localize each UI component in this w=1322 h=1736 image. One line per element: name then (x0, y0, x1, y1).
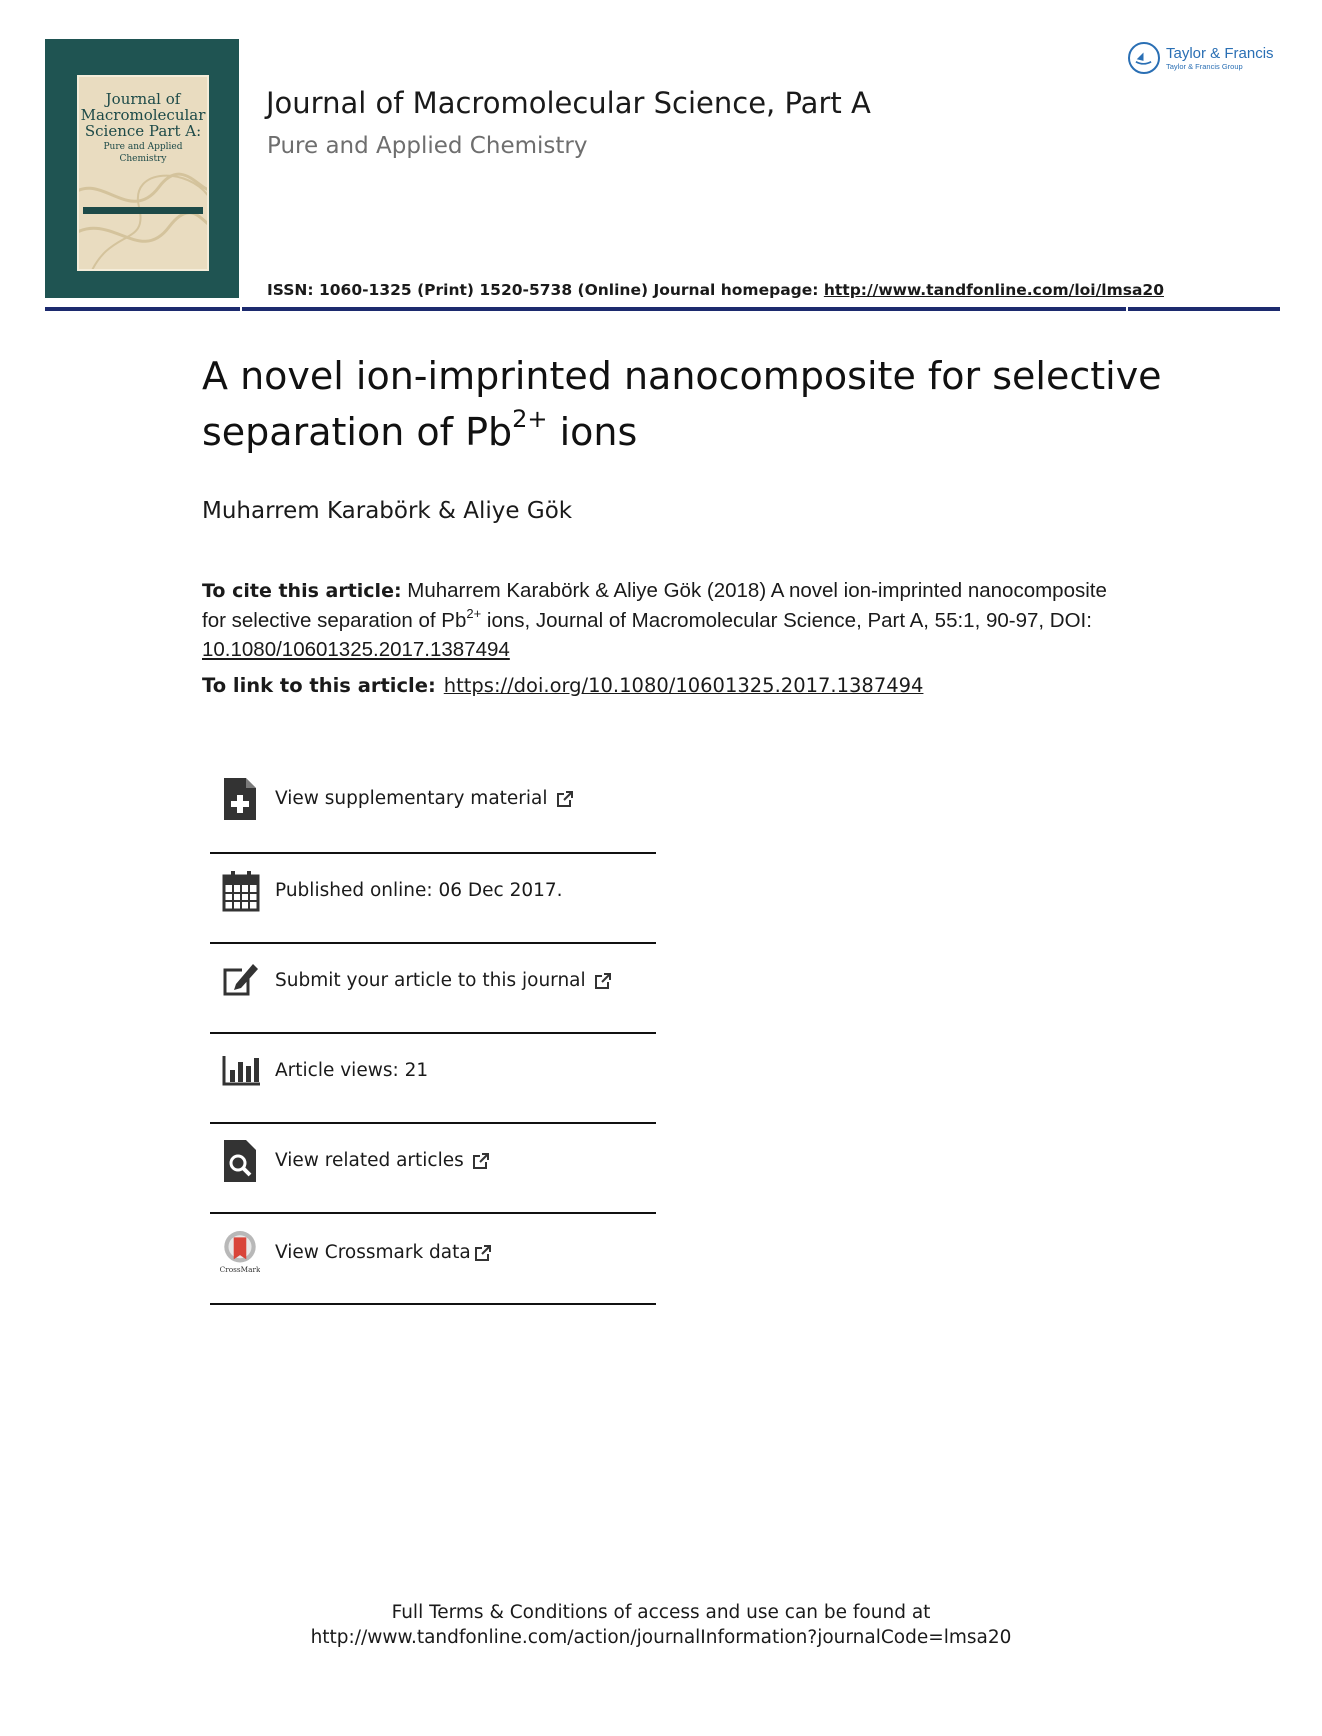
divider-gap (1126, 307, 1128, 311)
terms-link[interactable]: http://www.tandfonline.com/action/journalInformation?journalCode=lmsa20 (310, 1627, 1012, 1648)
footer-line: Full Terms & Conditions of access and use can be found at (391, 1602, 931, 1623)
info-item-label: Published online: 06 Dec 2017. (275, 880, 563, 901)
publisher-name: Taylor & Francis (1166, 44, 1274, 62)
cover-subtitle: Pure and Applied Chemistry (103, 142, 183, 164)
article-title-line: A novel ion-imprinted nanocomposite for selective (202, 354, 1162, 398)
article-authors: Muharrem Karabörk & Aliye Gök (202, 498, 573, 524)
item-divider (210, 852, 656, 854)
search-file-icon (222, 1140, 260, 1182)
superscript: 2+ (466, 606, 482, 621)
publisher-logo[interactable] (1128, 40, 1274, 76)
citation-block (202, 576, 1132, 664)
crossmark-caption: CrossMark (220, 1264, 260, 1274)
cover-title (79, 91, 207, 165)
issn-line (267, 281, 1164, 299)
external-link-icon (472, 1152, 490, 1170)
divider-gap (240, 307, 242, 311)
item-divider (210, 1122, 656, 1124)
cover-title-line: Macromolecular (80, 106, 206, 124)
crossmark-icon (220, 1230, 260, 1274)
cite-label: To cite this article: (202, 580, 402, 602)
info-item-label: Submit your article to this journal (275, 970, 586, 991)
calendar-icon (222, 870, 260, 912)
terms-footer (0, 1600, 1322, 1650)
cover-panel (77, 75, 209, 271)
link-label: To link to this article: (202, 674, 436, 697)
article-title-line: separation of Pb (202, 410, 513, 454)
article-views-item (210, 1050, 656, 1110)
taylor-francis-logo-icon (1128, 42, 1160, 74)
issn-text: ISSN: 1060-1325 (Print) 1520-5738 (Online) Journal homepage: (267, 281, 824, 299)
submit-article-item[interactable] (210, 960, 656, 1020)
crossmark-item[interactable] (210, 1232, 656, 1292)
cover-title-line: Journal of (105, 90, 181, 108)
published-online-item (210, 870, 656, 930)
journal-title: Journal of Macromolecular Science, Part A (266, 86, 871, 120)
add-file-icon (222, 778, 260, 820)
external-link-icon (474, 1244, 492, 1262)
info-item-label: View supplementary material (275, 788, 548, 809)
item-divider (210, 1032, 656, 1034)
journal-subtitle: Pure and Applied Chemistry (267, 133, 588, 159)
cover-title-line: Science Part A: (84, 122, 202, 140)
item-divider (210, 942, 656, 944)
article-title-line: ions (547, 410, 638, 454)
info-item-label: View Crossmark data (275, 1242, 471, 1263)
article-title (202, 348, 1162, 460)
related-articles-item[interactable] (210, 1140, 656, 1200)
article-doi-link[interactable]: https://doi.org/10.1080/10601325.2017.1387494 (443, 674, 924, 697)
journal-homepage-link[interactable]: http://www.tandfonline.com/loi/lmsa20 (823, 281, 1164, 299)
cite-text: Muharrem Karabörk & Aliye Gök (2018) A novel ion-imprinted nanocomposite for selective separation of Pb (202, 579, 1107, 632)
cover-band (83, 207, 203, 214)
bar-chart-icon (222, 1050, 260, 1092)
external-link-icon (594, 972, 612, 990)
header-divider (45, 307, 1280, 311)
cite-doi-link[interactable]: 10.1080/10601325.2017.1387494 (202, 638, 510, 661)
info-item-label: Article views: 21 (275, 1060, 429, 1081)
journal-cover-image (45, 39, 239, 298)
cite-text: ions, Journal of Macromolecular Science, Part A, 55:1, 90-97, DOI: (481, 609, 1092, 632)
item-divider (210, 1212, 656, 1214)
item-divider (210, 1303, 656, 1305)
article-link-line (202, 674, 923, 697)
superscript: 2+ (512, 405, 548, 433)
external-link-icon (556, 790, 574, 808)
publisher-group: Taylor & Francis Group (1166, 61, 1243, 71)
info-item-label: View related articles (275, 1150, 464, 1171)
supplementary-material-item[interactable] (210, 778, 656, 838)
edit-icon (222, 960, 260, 1002)
